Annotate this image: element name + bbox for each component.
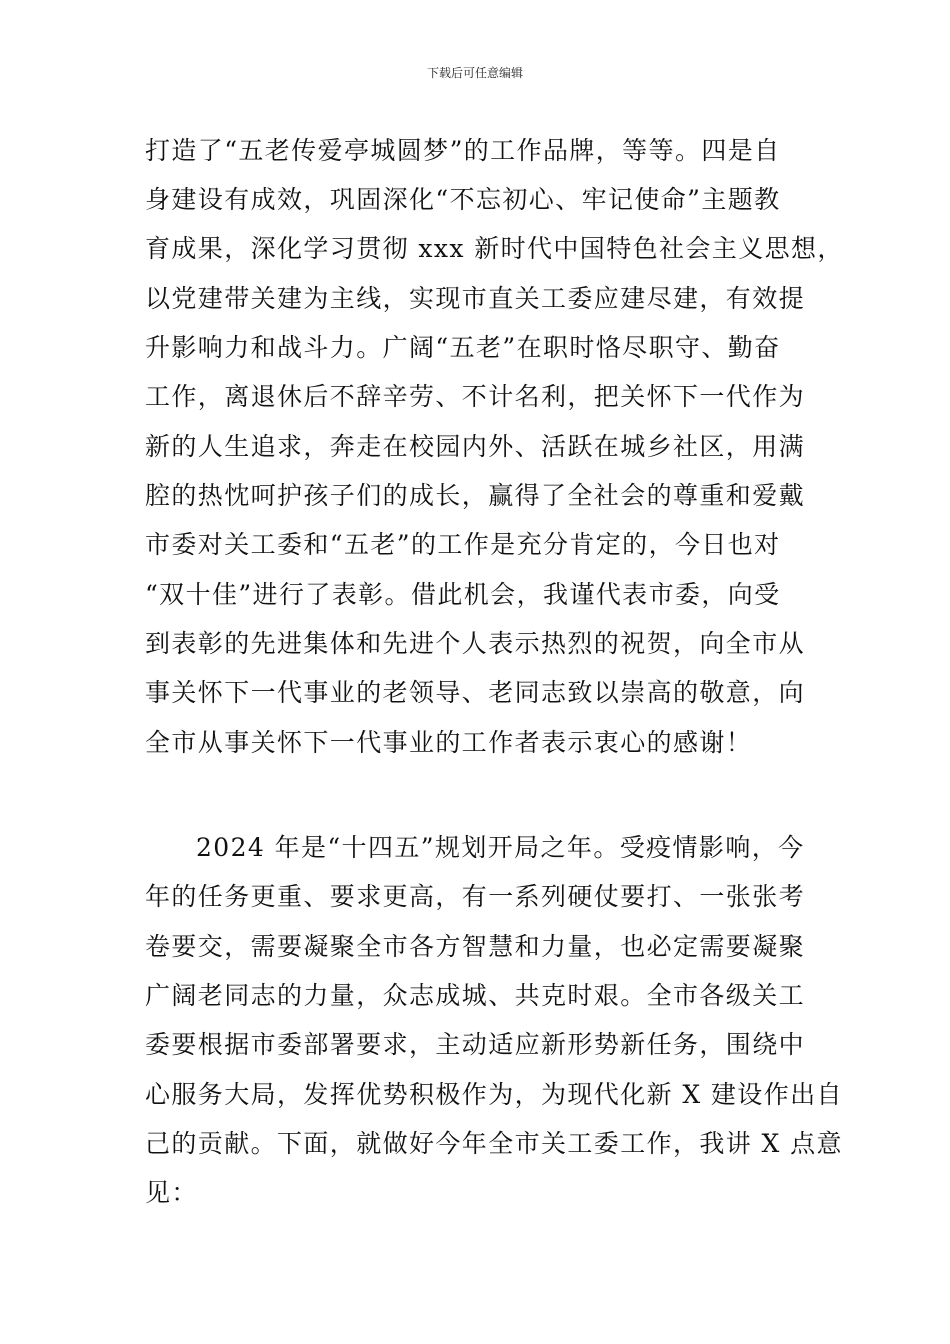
paragraph-line: 工作，离退休后不辞辛劳、不计名利，把关怀下一代作为 [145,382,806,411]
paragraph-line: 身建设有成效，巩固深化“不忘初心、牢记使命”主题教 [145,185,781,214]
paragraph-line: “双十佳”进行了表彰。借此机会，我谨代表市委，向受 [145,580,781,609]
paragraph-line: 全市从事关怀下一代事业的工作者表示衷心的感谢！ [145,728,753,757]
paragraph-line: 腔的热忱呵护孩子们的成长，赢得了全社会的尊重和爱戴 [145,481,806,510]
paragraph-line: 新的人生追求，奔走在校园内外、活跃在城乡社区，用满 [145,432,806,461]
header-note: 下载后可任意编辑 [426,66,523,80]
paragraph-line: 到表彰的先进集体和先进个人表示热烈的祝贺，向全市从 [145,629,806,658]
paragraph-line: 卷要交，需要凝聚全市各方智慧和力量，也必定需要凝聚 [145,932,806,961]
paragraph-line: 见： [145,1178,198,1207]
paragraph-line: 年的任务更重、要求更高，有一系列硬仗要打、一张张考 [145,882,806,911]
paragraph-line: 2024 年是“十四五”规划开局之年。受疫情影响，今 [196,833,805,862]
paragraph-line: 委要根据市委部署要求，主动适应新形势新任务，围绕中 [145,1030,806,1059]
paragraph-line: 育成果，深化学习贯彻 xxx 新时代中国特色社会主义思想， [145,234,844,263]
paragraph-line: 升影响力和战斗力。广阔“五老”在职时恪尽职守、勤奋 [145,333,781,362]
paragraph-line: 市委对关工委和“五老”的工作是充分肯定的，今日也对 [145,530,781,559]
paragraph-line: 心服务大局，发挥优势积极作为，为现代化新 X 建设作出自 [145,1080,843,1109]
paragraph-line: 己的贡献。下面，就做好今年全市关工委工作，我讲 X 点意 [145,1129,843,1158]
paragraph-line: 以党建带关建为主线，实现市直关工委应建尽建，有效提 [145,284,806,313]
paragraph-line: 广阔老同志的力量，众志成城、共克时艰。全市各级关工 [145,981,806,1010]
paragraph-line: 事关怀下一代事业的老领导、老同志致以崇高的敬意，向 [145,678,806,707]
paragraph-line: 打造了“五老传爱亭城圆梦”的工作品牌，等等。四是自 [145,136,781,165]
